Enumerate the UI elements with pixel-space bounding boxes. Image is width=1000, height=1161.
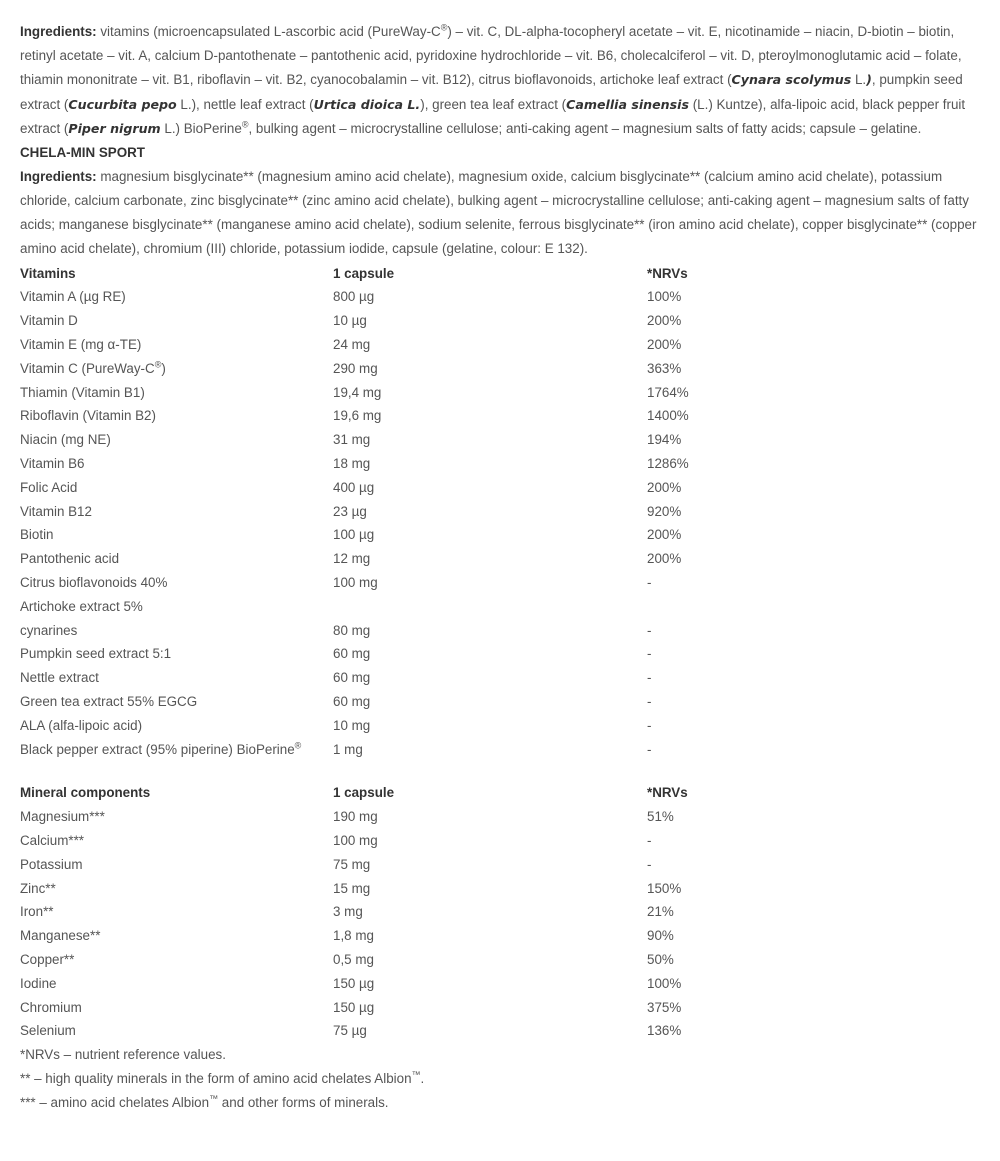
amount-per-capsule: 1,8 mg: [333, 928, 374, 944]
nutrient-name: [20, 476, 333, 500]
nutrient-name: [20, 619, 333, 643]
registered-mark: ®: [294, 740, 302, 751]
registered-mark: ®: [440, 22, 448, 33]
vitamins-table: [20, 262, 980, 762]
nrv-value: -: [647, 741, 652, 757]
nrv-value: -: [647, 574, 652, 590]
column-header-nrv: *NRVs: [647, 265, 688, 281]
ingredients-text: magnesium bisglycinate** (magnesium amino acid chelate), magnesium oxide, calcium bisglycinate** (calcium amino acid chelate), potassium chloride, calcium carbonate, zinc bisglycinate** (zinc amino acid chelate), bulking agent – microcrystalline cellulose; anti-caking agent – magnesium salts of fatty acids; manganese bisglycinate** (manganese amino acid chelate), sodium selenite, ferrous bisglycinate** (iron amino acid chelate), copper bisglycinate** (copper amino acid chelate), chromium (III) chloride, potassium iodide, capsule (gelatine, colour: E 132).: [20, 168, 977, 257]
amount-per-capsule: 80 mg: [333, 622, 371, 638]
table-row: [20, 500, 980, 524]
table-row: [20, 357, 980, 381]
amount-per-capsule: 19,4 mg: [333, 384, 382, 400]
nrv-value: 200%: [647, 551, 682, 567]
trademark-mark: ™: [209, 1093, 219, 1104]
table-row: [20, 428, 980, 452]
amount-per-capsule: 15 mg: [333, 880, 371, 896]
nutrient-name: [20, 595, 333, 619]
nutrient-name-text: Zinc**: [20, 880, 56, 896]
nutrient-name: [20, 924, 333, 948]
nutrient-name-text: Potassium: [20, 856, 83, 872]
nutrient-name: [20, 452, 333, 476]
footnote-text: *** – amino acid chelates Albion: [20, 1094, 210, 1110]
table-row: [20, 333, 980, 357]
nrv-value: -: [647, 832, 652, 848]
nutrient-name-text: Citrus bioflavonoids 40%: [20, 574, 168, 590]
table-row: [20, 404, 980, 428]
table-row: [20, 547, 980, 571]
nutrient-name: [20, 738, 333, 762]
table-row: [20, 571, 980, 595]
nutrient-name-text: Magnesium***: [20, 809, 105, 825]
nrv-value: 100%: [647, 975, 682, 991]
table-spacer: [20, 761, 980, 781]
nutrient-name-text: Vitamin E (mg α-TE): [20, 337, 142, 353]
amount-per-capsule: 19,6 mg: [333, 408, 382, 424]
amount-per-capsule: 150 µg: [333, 975, 375, 991]
nutrient-name-text: Niacin (mg NE): [20, 432, 111, 448]
registered-mark: ®: [154, 359, 162, 370]
ingredients-label: Ingredients:: [20, 168, 97, 184]
nutrient-name: [20, 357, 333, 381]
nrv-value: 150%: [647, 880, 682, 896]
footnote-triple-star: [20, 1091, 980, 1115]
nutrient-name-text: Artichoke extract 5%: [20, 598, 143, 614]
table-row: [20, 948, 980, 972]
nutrient-name-text: Iron**: [20, 904, 54, 920]
ingredients-text: vitamins (microencapsulated L-ascorbic acid (PureWay-C: [96, 24, 441, 39]
nutrient-name: [20, 948, 333, 972]
nutrient-name: [20, 877, 333, 901]
nutrient-name: [20, 500, 333, 524]
table-row: [20, 853, 980, 877]
amount-per-capsule: 800 µg: [333, 289, 375, 305]
table-row: [20, 829, 980, 853]
nutrient-name-text: Green tea extract 55% EGCG: [20, 693, 198, 709]
nutrient-name: [20, 996, 333, 1020]
trademark-mark: ™: [411, 1069, 421, 1080]
amount-per-capsule: 1 mg: [333, 741, 363, 757]
nrv-value: 200%: [647, 337, 682, 353]
species-name: Cucurbita pepo: [68, 96, 177, 112]
table-row: [20, 996, 980, 1020]
nutrient-name-text: Selenium: [20, 1023, 76, 1039]
amount-per-capsule: 150 µg: [333, 999, 375, 1015]
nutrient-name-text: Pantothenic acid: [20, 551, 120, 567]
nutrient-name-text: Copper**: [20, 951, 75, 967]
nutrient-name-text: Vitamin B6: [20, 456, 85, 471]
table-header-row: [20, 781, 980, 805]
nrv-value: -: [647, 670, 652, 686]
amount-per-capsule: 75 µg: [333, 1023, 367, 1039]
amount-per-capsule: 400 µg: [333, 479, 375, 495]
column-header-amount: 1 capsule: [333, 785, 395, 801]
nutrient-name-text: Manganese**: [20, 928, 101, 944]
ingredients-text: L.), nettle leaf extract (: [176, 96, 314, 112]
nrv-value: 1400%: [647, 408, 689, 424]
ingredients-label: Ingredients:: [20, 24, 97, 39]
nrv-value: -: [647, 693, 652, 709]
amount-per-capsule: [333, 595, 647, 619]
footnote-text-end: .: [420, 1070, 425, 1086]
nutrient-name-text: Riboflavin (Vitamin B2): [20, 408, 156, 424]
table-row: [20, 805, 980, 829]
nutrient-name: [20, 972, 333, 996]
nrv-value: 51%: [647, 809, 674, 825]
ingredients-text: , pumpkin seed extract (: [20, 72, 963, 112]
nutrient-name-text: Vitamin A (µg RE): [20, 289, 126, 305]
nrv-value: 920%: [647, 503, 682, 519]
ingredients-text: (L.) Kuntze), alfa-lipoic acid, black pepper fruit extract (: [20, 96, 966, 136]
table-row: [20, 738, 980, 762]
nutrient-name-text: Vitamin B12: [20, 503, 92, 519]
nutrient-name: [20, 381, 333, 405]
table-row: [20, 714, 980, 738]
table-row: [20, 690, 980, 714]
nrv-value: 375%: [647, 999, 682, 1015]
ingredients-text: ), green tea leaf extract (: [420, 96, 567, 112]
species-bracket: ): [866, 72, 872, 88]
nutrient-name: [20, 666, 333, 690]
footnote-text: ** – high quality minerals in the form of amino acid chelates Albion: [20, 1070, 412, 1086]
nutrient-name-text: Iodine: [20, 975, 57, 991]
nutrient-name: [20, 690, 333, 714]
nutrient-name-text: Folic Acid: [20, 479, 78, 495]
nutrient-name-text: Biotin: [20, 527, 54, 543]
nutrient-name: [20, 853, 333, 877]
ingredients-text: L.) BioPerine: [160, 120, 242, 136]
footnote-text-end: and other forms of minerals.: [218, 1094, 389, 1110]
nutrient-name-text: Nettle extract: [20, 670, 99, 686]
amount-per-capsule: 60 mg: [333, 646, 371, 662]
nrv-value: 21%: [647, 904, 674, 920]
nutrient-name-text: Black pepper extract (95% piperine) BioPerine: [20, 741, 295, 757]
ingredients-text: ) – vit. C, DL-alpha-tocopheryl acetate – vit. E, nicotinamide – niacin, D-biotin – biotin, retinyl acetate – vit. A, calcium D-pantothenate – pantothenic acid, pyridoxine hydrochloride – vit. B6, cholecalciferol – vit. D, pteroylmonoglutamic acid – folate, thiamin mononitrate – vit. B1, riboflavin – vit. B2, cyanocobalamin – vit. B12), citrus bioflavonoids, artichoke leaf extract (: [20, 24, 962, 88]
nrv-value: 1764%: [647, 384, 689, 400]
table-row: [20, 476, 980, 500]
column-header-name: Vitamins: [20, 265, 76, 281]
nrv-value: -: [647, 646, 652, 662]
amount-per-capsule: 10 µg: [333, 313, 367, 329]
amount-per-capsule: 31 mg: [333, 432, 371, 448]
nutrient-name: [20, 404, 333, 428]
footnote-double-star: [20, 1067, 980, 1091]
nutrient-name-text: Thiamin (Vitamin B1): [20, 384, 145, 400]
minerals-ingredients-paragraph: [20, 165, 980, 262]
nutrient-name: [20, 714, 333, 738]
nutrient-name: [20, 523, 333, 547]
table-row: [20, 452, 980, 476]
amount-per-capsule: 290 mg: [333, 360, 378, 376]
nutrient-name: [20, 829, 333, 853]
table-row: [20, 595, 980, 619]
nutrient-name-text: ALA (alfa-lipoic acid): [20, 717, 143, 733]
nrv-value: 1286%: [647, 456, 689, 471]
table-row: [20, 972, 980, 996]
column-header-amount: 1 capsule: [333, 265, 395, 281]
amount-per-capsule: 100 mg: [333, 832, 378, 848]
table-row: [20, 666, 980, 690]
amount-per-capsule: 190 mg: [333, 809, 378, 825]
nrv-value: 50%: [647, 951, 674, 967]
table-row: [20, 285, 980, 309]
column-header-nrv: *NRVs: [647, 785, 688, 801]
nrv-value: -: [647, 856, 652, 872]
amount-per-capsule: 23 µg: [333, 503, 367, 519]
nrv-value: 136%: [647, 1023, 682, 1039]
nrv-value: 200%: [647, 527, 682, 543]
vitamins-ingredients-paragraph: [20, 20, 980, 141]
nutrient-name-text: Chromium: [20, 999, 82, 1015]
footnotes: [20, 1043, 980, 1114]
table-header-row: [20, 262, 980, 286]
nutrient-name: [20, 547, 333, 571]
registered-mark: ®: [241, 119, 249, 130]
amount-per-capsule: 18 mg: [333, 456, 371, 471]
amount-per-capsule: 100 mg: [333, 574, 378, 590]
nutrient-name-text: Vitamin D: [20, 313, 78, 329]
species-name: Urtica dioica L.: [313, 96, 421, 112]
species-name: Camellia sinensis: [566, 96, 689, 112]
amount-per-capsule: 3 mg: [333, 904, 363, 920]
nrv-value: 194%: [647, 432, 682, 448]
nrv-value: 100%: [647, 289, 682, 305]
amount-per-capsule: 24 mg: [333, 337, 371, 353]
table-row: [20, 523, 980, 547]
nrv-value: [647, 595, 980, 619]
nrv-value: 200%: [647, 313, 682, 329]
nutrient-name: [20, 333, 333, 357]
nutrient-name: [20, 900, 333, 924]
nutrient-name-text: Vitamin C (PureWay-C: [20, 360, 155, 376]
species-name: Cynara scolymus: [731, 72, 852, 88]
amount-per-capsule: 10 mg: [333, 717, 371, 733]
amount-per-capsule: 100 µg: [333, 527, 375, 543]
table-row: [20, 309, 980, 333]
minerals-table: [20, 781, 980, 1043]
nutrient-name: [20, 428, 333, 452]
amount-per-capsule: 12 mg: [333, 551, 371, 567]
amount-per-capsule: 75 mg: [333, 856, 371, 872]
nutrient-name: [20, 571, 333, 595]
footnote-nrv: *NRVs – nutrient reference values.: [20, 1047, 226, 1063]
nrv-value: -: [647, 717, 652, 733]
nrv-value: 90%: [647, 928, 674, 944]
nutrient-name-end: ): [161, 360, 166, 376]
section-title: CHELA-MIN SPORT: [20, 145, 145, 161]
table-row: [20, 619, 980, 643]
amount-per-capsule: 0,5 mg: [333, 951, 374, 967]
table-row: [20, 1019, 980, 1043]
ingredients-text: , bulking agent – microcrystalline cellulose; anti-caking agent – magnesium salts of fatty acids; capsule – gelatine.: [248, 120, 922, 136]
species-name: Piper nigrum: [68, 120, 161, 136]
nutrient-name-text: Calcium***: [20, 832, 84, 848]
nutrient-name: [20, 1019, 333, 1043]
table-row: [20, 381, 980, 405]
amount-per-capsule: 60 mg: [333, 670, 371, 686]
nutrient-name: [20, 309, 333, 333]
table-row: [20, 877, 980, 901]
nutrient-name-text: cynarines: [20, 622, 78, 638]
table-row: [20, 642, 980, 666]
nutrient-name: [20, 642, 333, 666]
nrv-value: 363%: [647, 360, 682, 376]
nutrient-name: [20, 805, 333, 829]
nutrient-name-text: Pumpkin seed extract 5:1: [20, 646, 172, 662]
ingredients-text: L.: [851, 72, 867, 88]
table-row: [20, 900, 980, 924]
nrv-value: -: [647, 622, 652, 638]
table-row: [20, 924, 980, 948]
column-header-name: Mineral components: [20, 785, 151, 801]
nutrient-name: [20, 285, 333, 309]
nrv-value: 200%: [647, 479, 682, 495]
amount-per-capsule: 60 mg: [333, 693, 371, 709]
